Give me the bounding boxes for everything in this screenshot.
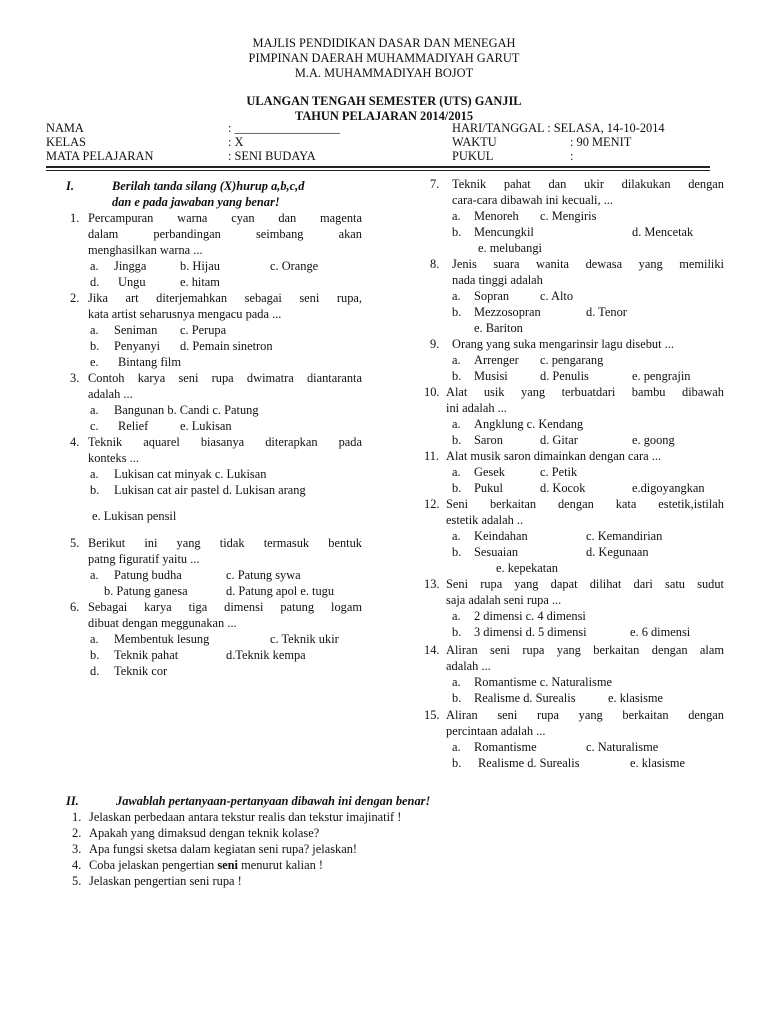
question-line: Teknik aquarel biasanya diterapkan pada — [88, 435, 362, 449]
essay-3-text: Apa fungsi sketsa dalam kegiatan seni rupa? jelaskan! — [89, 842, 358, 856]
option-d[interactable]: d. Pemain sinetron — [180, 339, 273, 353]
option-a-text[interactable]: Angklung c. Kendang — [474, 417, 584, 431]
option-d[interactable]: d. Gitar — [540, 433, 578, 447]
question-line: saja adalah seni rupa ... — [446, 593, 562, 607]
question-line: adalah ... — [88, 387, 133, 401]
question-number: 10. — [424, 385, 440, 399]
option-c[interactable]: c. Mengiris — [540, 209, 597, 223]
question-number: 7. — [430, 177, 440, 191]
option-a-text[interactable]: Jingga — [114, 259, 147, 273]
option-e[interactable]: e. Bariton — [474, 321, 523, 335]
option-c[interactable]: c. Teknik ukir — [270, 632, 339, 646]
question-line: nada tinggi adalah — [452, 273, 543, 287]
question-line: Seni berkaitan dengan kata estetik,istilah — [446, 497, 724, 511]
question-line: cara-cara dibawah ini kecuali, ... — [452, 193, 613, 207]
option-a-label[interactable]: a. — [90, 467, 99, 481]
exam-title: ULANGAN TENGAH SEMESTER (UTS) GANJIL — [246, 94, 522, 108]
question-line: menghasilkan warna ... — [88, 243, 203, 257]
pukul-value: : — [570, 149, 574, 163]
option-a-label[interactable]: a. — [90, 259, 99, 273]
option-c-label[interactable]: c. — [90, 419, 99, 433]
option-c[interactable]: c. Naturalisme — [586, 740, 659, 754]
option-b-text[interactable]: Realisme d. Surealis — [478, 756, 580, 770]
option-a-label[interactable]: a. — [452, 417, 461, 431]
question-line: ini adalah ... — [446, 401, 507, 415]
option-c[interactable]: c. pengarang — [540, 353, 604, 367]
question-line: Teknik pahat dan ukir dilakukan dengan — [452, 177, 724, 191]
header-line-3: M.A. MUHAMMADIYAH BOJOT — [294, 66, 474, 80]
option-a-label[interactable]: a. — [452, 740, 461, 754]
option-a-text[interactable]: Patung budha — [114, 568, 182, 582]
waktu-label: WAKTU — [452, 135, 497, 149]
option-a-label[interactable]: a. — [452, 529, 461, 543]
option-b[interactable]: b. Hijau — [180, 259, 220, 273]
option-d-text[interactable]: Ungu — [118, 275, 146, 289]
option-e[interactable]: e. pengrajin — [632, 369, 691, 383]
option-c[interactable]: c. Patung sywa — [226, 568, 301, 582]
option-b-text[interactable]: Musisi — [474, 369, 508, 383]
question-number: 12. — [424, 497, 440, 511]
option-d-e[interactable]: d. Patung apol e. tugu — [226, 584, 335, 598]
essay-1-text: Jelaskan perbedaan antara tekstur realis dan tekstur imajinatif ! — [89, 810, 402, 824]
exam-year: TAHUN PELAJARAN 2014/2015 — [294, 109, 474, 123]
option-a-label[interactable]: a. — [452, 465, 461, 479]
option-c[interactable]: c. Kemandirian — [586, 529, 663, 543]
option-b-text[interactable]: Teknik pahat — [114, 648, 179, 662]
header-line-1: MAJLIS PENDIDIKAN DASAR DAN MENEGAH — [252, 36, 516, 50]
essay-4-number: 4. — [72, 858, 82, 872]
question-line: Alat usik yang terbuatdari bambu dibawah — [446, 385, 724, 399]
section-2-number: II. — [66, 794, 79, 808]
option-b-label[interactable]: b. — [452, 225, 462, 239]
kelas-label: KELAS — [46, 135, 86, 149]
section-1-number: I. — [66, 179, 74, 193]
hari-tanggal: HARI/TANGGAL : SELASA, 14-10-2014 — [452, 121, 665, 135]
question-number: 4. — [70, 435, 80, 449]
option-c[interactable]: c. Alto — [540, 289, 574, 303]
question-number: 3. — [70, 371, 80, 385]
option-c[interactable]: c. Orange — [270, 259, 319, 273]
section-1-instruction-line-2: dan e pada jawaban yang benar! — [112, 195, 280, 209]
option-b-text[interactable]: Pukul — [474, 481, 503, 495]
option-a-label[interactable]: a. — [452, 289, 461, 303]
mapel-label: MATA PELAJARAN — [46, 149, 154, 163]
option-a-text[interactable]: Arrenger — [474, 353, 519, 367]
header-divider-thick — [46, 166, 710, 168]
option-b-label[interactable]: b. — [452, 369, 462, 383]
question-number: 1. — [70, 211, 80, 225]
option-e[interactable]: e.digoyangkan — [632, 481, 705, 495]
essay-4-pre: Coba jelaskan pengertian — [89, 858, 218, 872]
question-line: Percampuran warna cyan dan magenta — [88, 211, 362, 225]
question-number: 13. — [424, 577, 440, 591]
question-line: adalah ... — [446, 659, 491, 673]
essay-4-bold-word: seni — [217, 858, 238, 872]
question-number: 2. — [70, 291, 80, 305]
option-a-text[interactable]: Sopran — [474, 289, 510, 303]
question-line: dalam perbandingan seimbang akan — [88, 227, 362, 241]
option-a-text[interactable]: Bangunan b. Candi c. Patung — [114, 403, 259, 417]
option-a-text[interactable]: Seniman — [114, 323, 158, 337]
section-1-instruction-line-1: Berilah tanda silang (X)hurup a,b,c,d — [112, 179, 305, 193]
question-number: 9. — [430, 337, 440, 351]
essay-5-number: 5. — [72, 874, 82, 888]
question-number: 8. — [430, 257, 440, 271]
option-b-label[interactable]: b. — [90, 339, 100, 353]
question-line: Jenis suara wanita dewasa yang memiliki — [452, 257, 724, 271]
option-d2-label[interactable]: d. — [90, 664, 100, 678]
question-line: Sebagai karya tiga dimensi patung logam — [88, 600, 362, 614]
option-a-label[interactable]: a. — [90, 632, 99, 646]
question-line: Jika art diterjemahkan sebagai seni rupa, — [88, 291, 362, 305]
option-a-label[interactable]: a. — [452, 675, 461, 689]
option-e-label[interactable]: e. — [90, 355, 99, 369]
option-a-label[interactable]: a. — [90, 403, 99, 417]
option-e[interactable]: e. kepekatan — [496, 561, 558, 575]
option-e[interactable]: e. Lukisan — [180, 419, 232, 433]
option-b-label[interactable]: b. — [452, 756, 462, 770]
nama-value: : _________________ — [228, 121, 340, 135]
option-a-text[interactable]: 2 dimensi c. 4 dimensi — [474, 609, 586, 623]
option-e-text[interactable]: Bintang film — [118, 355, 181, 369]
option-e[interactable]: e. klasisme — [630, 756, 686, 770]
option-b-text[interactable]: Sesuaian — [474, 545, 519, 559]
option-a-text[interactable]: Membentuk lesung — [114, 632, 210, 646]
header-divider-thin — [46, 170, 710, 171]
option-d[interactable]: d. Tenor — [586, 305, 627, 319]
question-number: 15. — [424, 708, 440, 722]
option-b-label[interactable]: b. — [90, 483, 100, 497]
option-a-text[interactable]: Gesek — [474, 465, 505, 479]
essay-2-text: Apakah yang dimaksud dengan teknik kolase? — [89, 826, 320, 840]
question-line: Berikut ini yang tidak termasuk bentuk — [88, 536, 362, 550]
question-line: estetik adalah .. — [446, 513, 524, 527]
option-d[interactable]: d. Kocok — [540, 481, 586, 495]
question-line: Seni rupa yang dapat dilihat dari satu sudut — [446, 577, 724, 591]
question-line: konteks ... — [88, 451, 139, 465]
option-b-label[interactable]: b. — [452, 481, 462, 495]
option-d-label[interactable]: d. — [90, 275, 100, 289]
option-b-text[interactable]: 3 dimensi d. 5 dimensi — [474, 625, 587, 639]
section-2-instruction: Jawablah pertanyaan-pertanyaan dibawah ini dengan benar! — [116, 794, 431, 808]
essay-3-number: 3. — [72, 842, 82, 856]
option-b-text[interactable]: Mezzosopran — [474, 305, 541, 319]
option-b[interactable]: b. Patung ganesa — [104, 584, 188, 598]
option-a-text[interactable]: Romantisme c. Naturalisme — [474, 675, 612, 689]
option-b-text[interactable]: Realisme d. Surealis — [474, 691, 576, 705]
essay-5-text: Jelaskan pengertian seni rupa ! — [89, 874, 242, 888]
option-b-label[interactable]: b. — [452, 305, 462, 319]
option-b-label[interactable]: b. — [452, 545, 462, 559]
mapel-value: : SENI BUDAYA — [228, 149, 316, 163]
option-b-label[interactable]: b. — [452, 433, 462, 447]
option-b-text[interactable]: Lukisan cat air pastel d. Lukisan arang — [114, 483, 306, 497]
question-line: Orang yang suka mengarinsir lagu disebut ... — [452, 337, 674, 351]
question-number: 14. — [424, 643, 440, 657]
kelas-value: : X — [228, 135, 244, 149]
option-e[interactable]: e. hitam — [180, 275, 220, 289]
option-b-label[interactable]: b. — [452, 691, 462, 705]
essay-2-number: 2. — [72, 826, 82, 840]
question-number: 11. — [424, 449, 440, 463]
option-a-text[interactable]: Keindahan — [474, 529, 528, 543]
option-e[interactable]: e. 6 dimensi — [630, 625, 691, 639]
option-d2-text[interactable]: Teknik cor — [114, 664, 168, 678]
question-line: Alat musik saron dimainkan dengan cara ... — [446, 449, 662, 463]
option-a-label[interactable]: a. — [90, 323, 99, 337]
option-b-text[interactable]: Penyanyi — [114, 339, 161, 353]
essay-4-post: menurut kalian ! — [238, 858, 323, 872]
question-number: 5. — [70, 536, 80, 550]
option-b-label[interactable]: b. — [90, 648, 100, 662]
question-line: Aliran seni rupa yang berkaitan dengan alam — [446, 643, 724, 657]
option-a-label[interactable]: a. — [90, 568, 99, 582]
essay-4-text — [89, 857, 323, 873]
option-a-label[interactable]: a. — [452, 209, 461, 223]
header-line-2: PIMPINAN DAERAH MUHAMMADIYAH GARUT — [248, 51, 520, 65]
option-d[interactable]: d. Kegunaan — [586, 545, 649, 559]
option-a-text[interactable]: Menoreh — [474, 209, 519, 223]
option-a-text[interactable]: Lukisan cat minyak c. Lukisan — [114, 467, 267, 481]
option-c-text[interactable]: Relief — [118, 419, 149, 433]
option-a-label[interactable]: a. — [452, 353, 461, 367]
option-d[interactable]: d.Teknik kempa — [226, 648, 306, 662]
question-line: patng figuratif yaitu ... — [88, 552, 200, 566]
question-line: dibuat dengan meggunakan ... — [88, 616, 237, 630]
option-b-text[interactable]: Saron — [474, 433, 503, 447]
essay-1-number: 1. — [72, 810, 82, 824]
pukul-label: PUKUL — [452, 149, 494, 163]
option-e[interactable]: e. goong — [632, 433, 675, 447]
option-e[interactable]: e. Lukisan pensil — [92, 509, 177, 523]
question-line: Contoh karya seni rupa dwimatra diantaranta — [88, 371, 362, 385]
question-line: kata artist seharusnya mengacu pada ... — [88, 307, 282, 321]
nama-label: NAMA — [46, 121, 84, 135]
option-d[interactable]: d. Mencetak — [632, 225, 694, 239]
question-number: 6. — [70, 600, 80, 614]
question-line: Aliran seni rupa yang berkaitan dengan — [446, 708, 724, 722]
option-c[interactable]: c. Petik — [540, 465, 578, 479]
option-d[interactable]: d. Penulis — [540, 369, 589, 383]
option-b-label[interactable]: b. — [452, 625, 462, 639]
option-a-label[interactable]: a. — [452, 609, 461, 623]
option-a-text[interactable]: Romantisme — [474, 740, 537, 754]
option-b-text[interactable]: Mencungkil — [474, 225, 534, 239]
option-e[interactable]: e. melubangi — [478, 241, 542, 255]
option-e[interactable]: e. klasisme — [608, 691, 664, 705]
waktu-value: : 90 MENIT — [570, 135, 632, 149]
question-line: percintaan adalah ... — [446, 724, 546, 738]
option-c[interactable]: c. Perupa — [180, 323, 227, 337]
